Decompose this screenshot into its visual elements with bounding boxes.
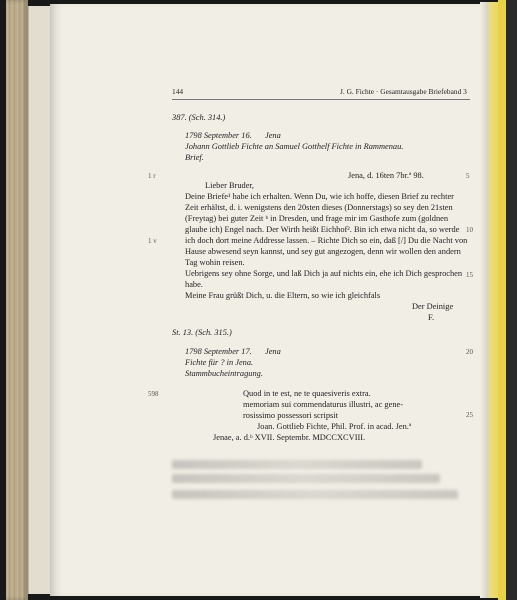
page-number: 144 — [172, 87, 184, 96]
letter-line: (Freytag) bei guter Zeit ᵇ in Dresden, und frage mir im Gasthofe zum (goldnen — [185, 214, 449, 223]
line-number: 25 — [466, 411, 473, 419]
letter-date: 1798 September 16. — [185, 131, 252, 140]
entry-date: 1798 September 17. — [185, 347, 252, 356]
yellow-page-edge — [498, 0, 506, 600]
entry-type: Stammbucheintragung. — [185, 369, 263, 378]
blurred-footnote — [172, 460, 422, 469]
closing: Der Deinige — [412, 302, 454, 311]
latin-line: Quod in te est, ne te quaesiveris extra. — [243, 389, 371, 398]
latin-line: Joan. Gottlieb Fichte, Phil. Prof. in acad. Jen.ª — [257, 422, 412, 431]
latin-line: rosissimo possessori scripsit — [243, 411, 338, 420]
letter-line: Meine Frau grüßt Dich, u. die Eltern, so wie ich gleichfals — [185, 291, 381, 300]
letter-recipient: Johann Gottlieb Fichte an Samuel Gotthelf Fichte in Rammenau. — [185, 142, 404, 151]
margin-page-ref: 598 — [148, 390, 159, 398]
letter-line: Deine Briefe¹ habe ich erhalten. Wenn Du, wie ich hoffe, diesen Brief zu rechter — [185, 192, 454, 201]
letter-type: Brief. — [185, 153, 204, 162]
letter-place: Jena — [265, 131, 281, 140]
letter-line: Hause abwesend seyn kannst, und sey gut angezogen, denn wir wollen den andern — [185, 247, 461, 256]
header-rule — [172, 99, 470, 100]
latin-line: memoriam sui commendaturus illustri, ac gene- — [243, 400, 404, 409]
line-number: 15 — [466, 271, 473, 279]
salutation: Lieber Bruder, — [205, 181, 254, 190]
blurred-footnote — [172, 490, 458, 499]
latin-line: Jenae, a. d.ᵇ XVII. Septembr. MDCCXCVIII. — [213, 433, 366, 442]
margin-folio: 1 r — [148, 172, 156, 180]
letter-line: glaube ich) Engel nach. Der Wirth heißt Eichhof². Bin ich etwa nicht da, so werde — [185, 225, 460, 234]
scan-border-right — [506, 0, 517, 600]
entry-recipient: Fichte für ? in Jena. — [185, 358, 254, 367]
line-number: 10 — [466, 226, 473, 234]
signature: F. — [428, 313, 435, 322]
page-gutter — [480, 2, 498, 598]
running-title: J. G. Fichte · Gesamtausgabe Briefeband 3 — [340, 87, 467, 96]
letter-number: 387. (Sch. 314.) — [172, 113, 226, 122]
page-stack-left — [28, 6, 51, 594]
dateline: Jena, d. 16ten 7br.ª 98. — [348, 171, 424, 180]
line-number: 5 — [466, 172, 470, 180]
letter-line: Uebrigens sey ohne Sorge, und laß Dich ja auf nichts ein, ehe ich Dich gesprochen — [185, 269, 463, 278]
entry-place: Jena — [265, 347, 281, 356]
letter-line: habe. — [185, 280, 203, 289]
book-binding-cloth — [6, 0, 28, 600]
line-number: 20 — [466, 348, 473, 356]
margin-folio: 1 v — [148, 237, 157, 245]
letter-line: Tag wohin reisen. — [185, 258, 245, 267]
blurred-footnote — [172, 474, 440, 483]
letter-line: Zeit erhältst, d. i. wenigstens den 20sten dieses (Donnerstags) so sey den 21sten — [185, 203, 453, 212]
entry-number: St. 13. (Sch. 315.) — [172, 328, 232, 337]
letter-line: ich doch dort meine Addresse lassen. – Richte Dich so ein, daß [/] Du die Nacht von — [185, 236, 468, 245]
